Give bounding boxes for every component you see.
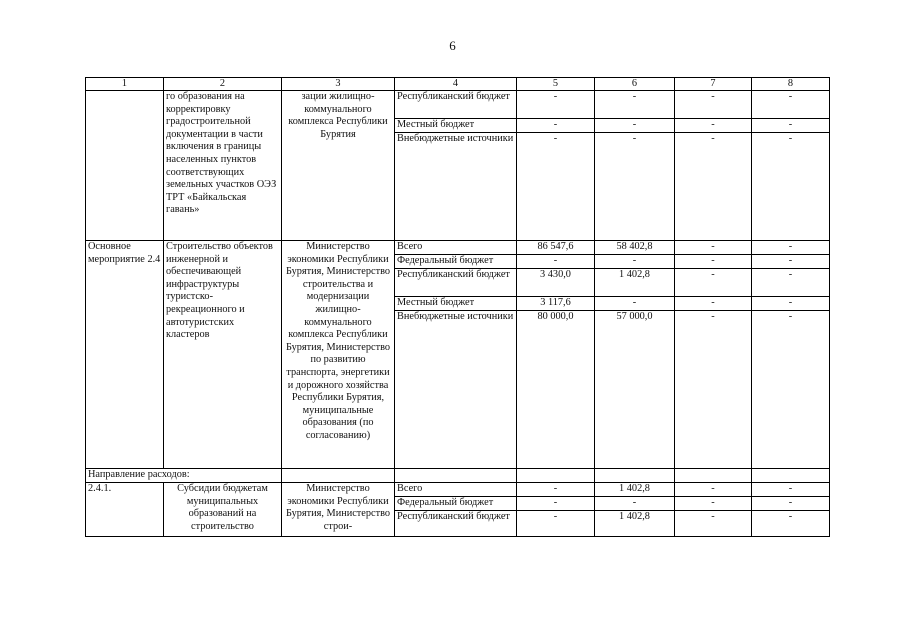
header-cell: 4: [395, 78, 517, 91]
value-cell: -: [752, 119, 830, 133]
value-cell: -: [752, 241, 830, 255]
value-cell: -: [675, 297, 752, 311]
source-cell: Местный бюджет: [395, 297, 517, 311]
executor-cell: Министерство экономики Республики Бурятия, Министерство строительства и модернизации жилищно-коммунального комплекса Республики Бурятия, Министерство по развитию транспорта, энергетики и дорожного хозяйства Республики Бурятия, муниципальные образования (по согласованию): [282, 241, 395, 469]
empty-cell: [517, 469, 595, 483]
header-cell: 3: [282, 78, 395, 91]
empty-cell: [282, 469, 395, 483]
source-cell: Республиканский бюджет: [395, 511, 517, 537]
value-cell: 3 430,0: [517, 269, 595, 297]
direction-label: Направление расходов:: [86, 469, 282, 483]
value-cell: -: [752, 269, 830, 297]
value-cell: -: [595, 91, 675, 119]
value-cell: 1 402,8: [595, 483, 675, 497]
table-row: [86, 469, 830, 483]
source-cell: Всего: [395, 483, 517, 497]
value-cell: -: [675, 483, 752, 497]
value-cell: -: [675, 255, 752, 269]
empty-cell: [675, 469, 752, 483]
header-cell: 7: [675, 78, 752, 91]
value-cell: 1 402,8: [595, 269, 675, 297]
value-cell: -: [752, 297, 830, 311]
empty-cell: [395, 469, 517, 483]
header-row: [86, 78, 830, 91]
activity-cell: Субсидии бюджетам муниципальных образований на строительство: [164, 483, 282, 537]
value-cell: -: [517, 119, 595, 133]
header-cell: 2: [164, 78, 282, 91]
value-cell: -: [675, 119, 752, 133]
value-cell: -: [752, 483, 830, 497]
value-cell: -: [595, 255, 675, 269]
executor-cell: Министерство экономики Республики Бурятия, Министерство строи-: [282, 483, 395, 537]
value-cell: 58 402,8: [595, 241, 675, 255]
source-cell: Республиканский бюджет: [395, 269, 517, 297]
value-cell: -: [517, 133, 595, 241]
header-cell: 1: [86, 78, 164, 91]
source-cell: Федеральный бюджет: [395, 497, 517, 511]
source-cell: Федеральный бюджет: [395, 255, 517, 269]
value-cell: -: [595, 497, 675, 511]
page-number: 6: [449, 38, 456, 53]
value-cell: -: [752, 133, 830, 241]
value-cell: -: [517, 483, 595, 497]
value-cell: 3 117,6: [517, 297, 595, 311]
value-cell: 86 547,6: [517, 241, 595, 255]
value-cell: -: [752, 511, 830, 537]
header-cell: 5: [517, 78, 595, 91]
value-cell: -: [517, 511, 595, 537]
executor-cell: зации жилищно-коммунального комплекса Республики Бурятия: [282, 91, 395, 241]
value-cell: -: [675, 91, 752, 119]
col1-cell: [86, 91, 164, 241]
activity-cell: Строительство объектов инженерной и обеспечивающей инфраструктуры туристско-рекреационного и автотуристских кластеров: [164, 241, 282, 469]
table-row: [86, 241, 830, 255]
value-cell: -: [752, 91, 830, 119]
value-cell: -: [675, 497, 752, 511]
value-cell: 80 000,0: [517, 311, 595, 469]
value-cell: -: [752, 311, 830, 469]
header-cell: 8: [752, 78, 830, 91]
activity-id-cell: Основное мероприятие 2.4: [86, 241, 164, 469]
table-row: [86, 483, 830, 497]
budget-table: [85, 77, 830, 537]
value-cell: -: [595, 119, 675, 133]
value-cell: 57 000,0: [595, 311, 675, 469]
value-cell: 1 402,8: [595, 511, 675, 537]
value-cell: -: [675, 133, 752, 241]
value-cell: -: [752, 497, 830, 511]
source-cell: Республиканский бюджет: [395, 91, 517, 119]
activity-cell: го образования на корректировку градостроительной документации в части включения в границы населенных пунктов соответствующих земельных участков ОЭЗ ТРТ «Байкальская гавань»: [164, 91, 282, 241]
value-cell: -: [675, 311, 752, 469]
source-cell: Внебюджетные источники: [395, 133, 517, 241]
value-cell: -: [517, 255, 595, 269]
value-cell: -: [517, 91, 595, 119]
value-cell: -: [595, 133, 675, 241]
source-cell: Местный бюджет: [395, 119, 517, 133]
value-cell: -: [752, 255, 830, 269]
empty-cell: [595, 469, 675, 483]
source-cell: Всего: [395, 241, 517, 255]
activity-id-cell: 2.4.1.: [86, 483, 164, 537]
value-cell: -: [595, 297, 675, 311]
value-cell: -: [675, 269, 752, 297]
table-row: [86, 91, 830, 119]
header-cell: 6: [595, 78, 675, 91]
value-cell: -: [675, 241, 752, 255]
source-cell: Внебюджетные источники: [395, 311, 517, 469]
value-cell: -: [675, 511, 752, 537]
empty-cell: [752, 469, 830, 483]
value-cell: -: [517, 497, 595, 511]
